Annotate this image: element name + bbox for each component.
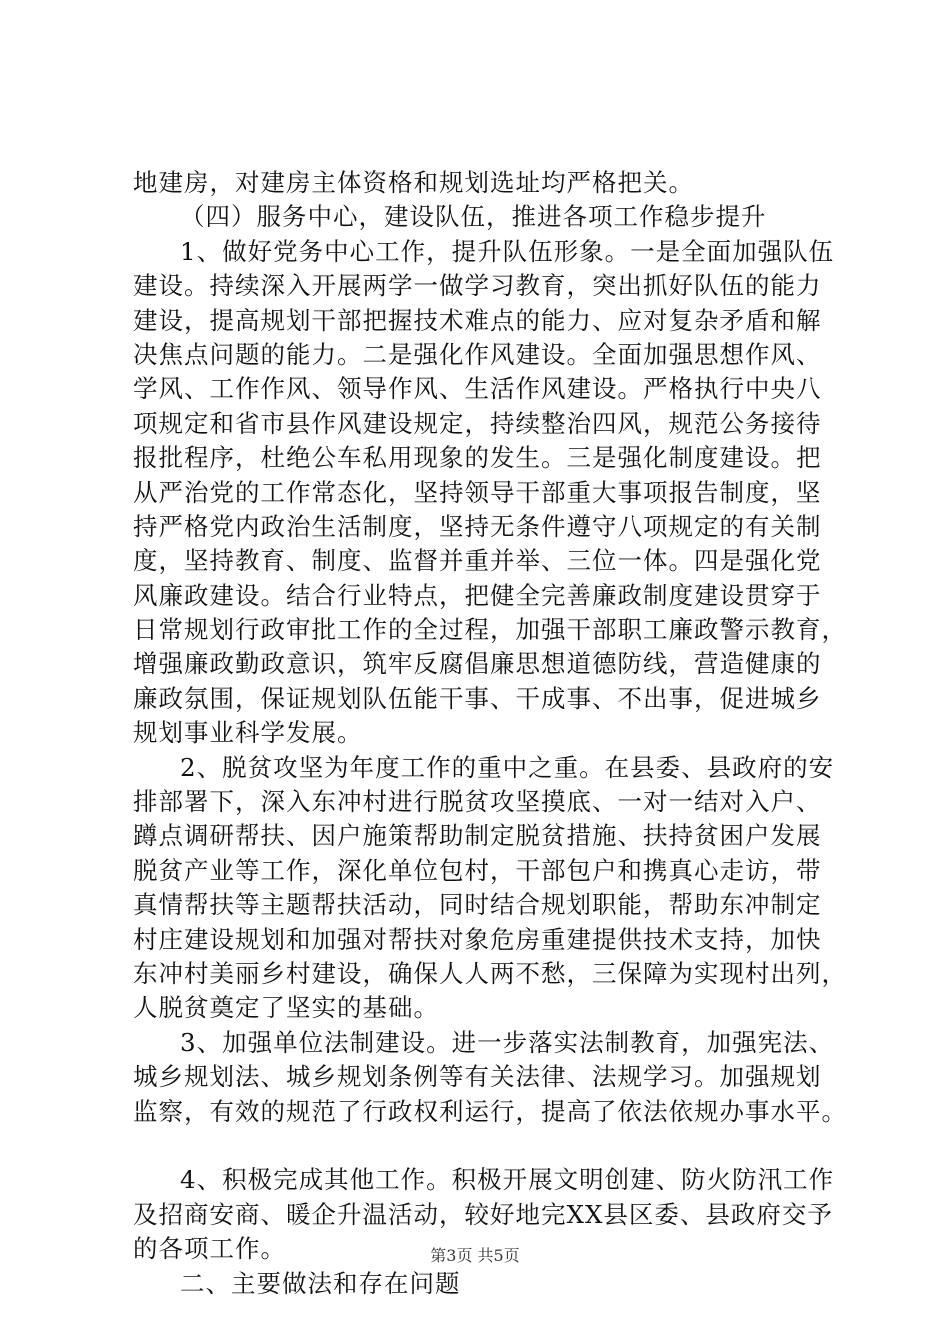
paragraph-start: 4、积极完成其他工作。积极开展文明创建、防火防汛工作 (180, 1165, 835, 1195)
text-line: 村庄建设规划和加强对帮扶对象危房重建提供技术支持，加快 (133, 924, 822, 954)
text-line: 项规定和省市县作风建设规定，持续整治四风，规范公务接待 (133, 408, 822, 438)
text-line: 人脱贫奠定了坚实的基础。 (133, 993, 439, 1023)
text-line: 规划事业科学发展。 (133, 718, 363, 748)
text-line: 排部署下，深入东冲村进行脱贫攻坚摸底、一对一结对入户、 (133, 787, 822, 817)
section-heading: （四）服务中心，建设队伍，推进各项工作稳步提升 (180, 202, 767, 232)
text-line: 日常规划行政审批工作的全过程，加强干部职工廉政警示教育， (133, 615, 847, 645)
text-line: 及招商安商、暖企升温活动，较好地完XX县区委、县政府交予 (133, 1199, 833, 1229)
text-line: 增强廉政勤政意识，筑牢反腐倡廉思想道德防线，营造健康的 (133, 649, 822, 679)
text-line: 风廉政建设。结合行业特点，把健全完善廉政制度建设贯穿于 (133, 580, 822, 610)
text-line: 持严格党内政治生活制度，坚持无条件遵守八项规定的有关制 (133, 511, 822, 541)
text-line: 廉政氛围，保证规划队伍能干事、干成事、不出事，促进城乡 (133, 683, 822, 713)
text-line: 真情帮扶等主题帮扶活动，同时结合规划职能，帮助东冲制定 (133, 890, 822, 920)
text-line: 建设。持续深入开展两学一做学习教育，突出抓好队伍的能力 (133, 271, 822, 301)
text-line: 城乡规划法、城乡规划条例等有关法律、法规学习。加强规划 (133, 1062, 822, 1092)
text-line: 脱贫产业等工作，深化单位包村，干部包户和携真心走访，带 (133, 855, 822, 885)
section-heading: 二、主要做法和存在问题 (180, 1268, 461, 1298)
text-line: 从严治党的工作常态化，坚持领导干部重大事项报告制度，坚 (133, 477, 822, 507)
paragraph-start: 1、做好党务中心工作，提升队伍形象。一是全面加强队伍 (180, 236, 835, 266)
paragraph-start: 2、脱贫攻坚为年度工作的重中之重。在县委、县政府的安 (180, 752, 835, 782)
text-line: 地建房，对建房主体资格和规划选址均严格把关。 (133, 168, 694, 197)
text-line: 度，坚持教育、制度、监督并重并举、三位一体。四是强化党 (133, 546, 822, 576)
text-line: 学风、工作作风、领导作风、生活作风建设。严格执行中央八 (133, 374, 822, 404)
text-line: 建设，提高规划干部把握技术难点的能力、应对复杂矛盾和解 (133, 305, 822, 335)
text-line: 的各项工作。 (133, 1234, 286, 1264)
document-body (133, 166, 853, 1301)
text-line: 报批程序，杜绝公车私用现象的发生。三是强化制度建设。把 (133, 443, 822, 473)
paragraph-start: 3、加强单位法制建设。进一步落实法制教育，加强宪法、 (180, 1027, 835, 1057)
text-line: 决焦点问题的能力。二是强化作风建设。全面加强思想作风、 (133, 339, 822, 369)
text-line: 监察，有效的规范了行政权利运行，提高了依法依规办事水平。 (133, 1096, 847, 1126)
paragraph-spacer (133, 1129, 853, 1163)
text-line: 蹲点调研帮扶、因户施策帮助制定脱贫措施、扶持贫困户发展 (133, 821, 822, 851)
text-line: 东冲村美丽乡村建设，确保人人两不愁，三保障为实现村出列， (133, 958, 847, 988)
page-number-footer: 第3页 共5页 (430, 1246, 520, 1265)
